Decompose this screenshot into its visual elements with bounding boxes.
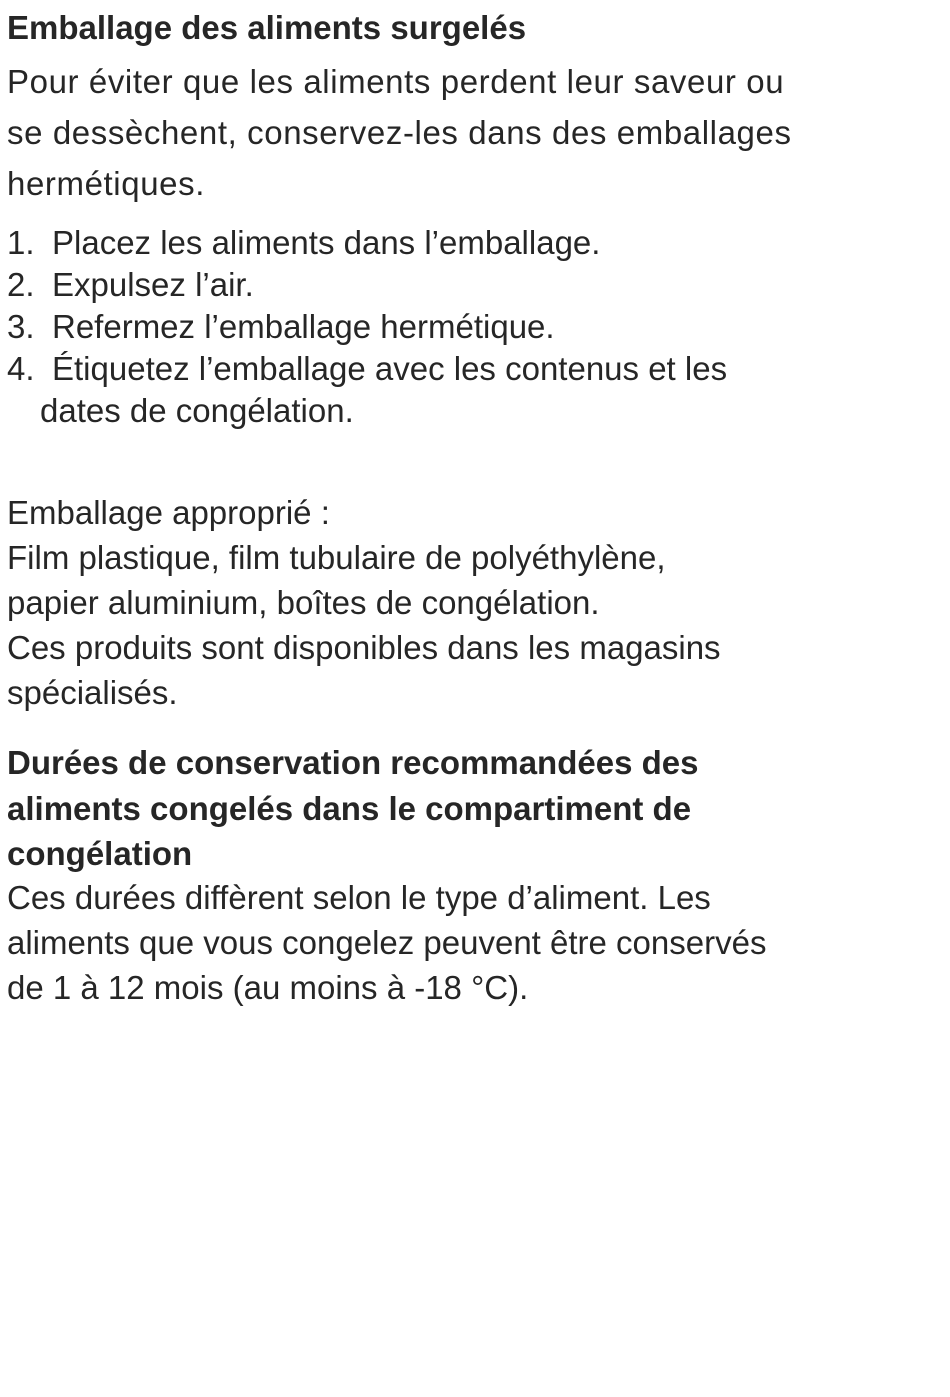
durations-title-line-2: aliments congelés dans le compartiment de bbox=[7, 789, 692, 827]
step-item bbox=[7, 306, 907, 348]
packaging-section bbox=[7, 490, 907, 715]
step-item bbox=[7, 348, 907, 432]
durations-title-line-3: congélation bbox=[7, 835, 193, 872]
durations-line-3: de 1 à 12 mois (au moins à -18 °C). bbox=[7, 969, 529, 1006]
step-item bbox=[7, 264, 907, 306]
packaging-line-1: Film plastique, film tubulaire de polyéthylène, bbox=[7, 539, 666, 576]
durations-title-line-1: Durées de conservation recommandées des bbox=[7, 744, 699, 781]
intro-line-2: se dessèchent, conservez-les dans des emballages bbox=[7, 114, 792, 151]
packaging-line-4: spécialisés. bbox=[7, 674, 178, 711]
step-number: 4. bbox=[7, 350, 35, 387]
durations-line-2: aliments que vous congelez peuvent être conservés bbox=[7, 924, 767, 961]
packaging-line-3: Ces produits sont disponibles dans les magasins bbox=[7, 629, 721, 666]
section-title: Emballage des aliments surgelés bbox=[7, 9, 527, 46]
step-text: Refermez l’emballage hermétique. bbox=[52, 308, 555, 345]
step-item bbox=[7, 222, 907, 264]
step-number: 3. bbox=[7, 308, 35, 345]
packaging-line-2: papier aluminium, boîtes de congélation. bbox=[7, 584, 600, 621]
step-text: Étiquetez l’emballage avec les contenus et les bbox=[52, 350, 728, 387]
packaging-steps-list bbox=[7, 222, 907, 432]
intro-line-1: Pour éviter que les aliments perdent leur saveur ou bbox=[7, 63, 785, 100]
durations-line-1: Ces durées diffèrent selon le type d’aliment. Les bbox=[7, 879, 711, 916]
step-number: 1. bbox=[7, 224, 35, 261]
step-text-block bbox=[40, 348, 907, 432]
durations-title bbox=[7, 740, 907, 877]
step-text: Expulsez l’air. bbox=[52, 266, 254, 303]
intro-line-3: hermétiques. bbox=[7, 165, 205, 202]
step-text: Placez les aliments dans l’emballage. bbox=[52, 224, 601, 261]
step-text-continuation: dates de congélation. bbox=[40, 392, 354, 429]
intro-paragraph bbox=[7, 56, 907, 209]
step-number: 2. bbox=[7, 266, 35, 303]
packaging-heading: Emballage approprié : bbox=[7, 494, 330, 531]
durations-paragraph bbox=[7, 875, 907, 1010]
